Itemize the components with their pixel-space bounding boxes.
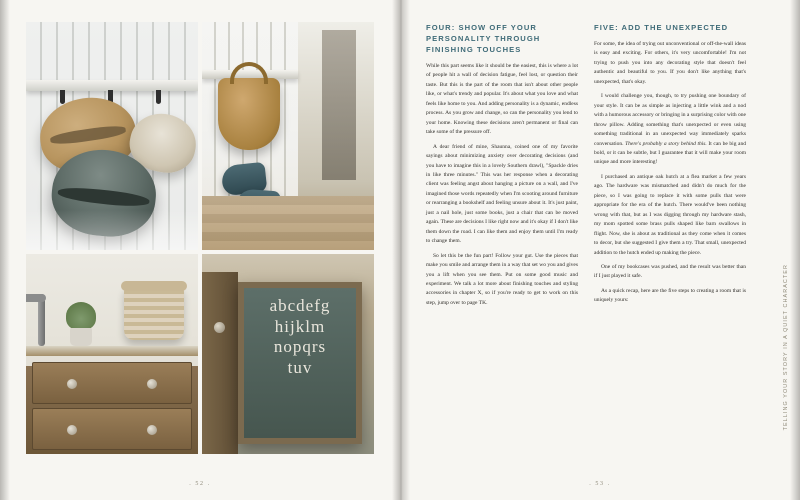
paragraph: For some, the idea of trying out unconventional or off-the-wall ideas is easy and exciting. For others, it's very uncomfortable! I'm not trying to push you into any decorating style that doesn't feel authentic and beautiful to you. If you don't like anything that's unexpected, that's okay.: [594, 41, 746, 85]
vintage-faucet: [38, 294, 45, 346]
dresser-top: [26, 346, 198, 356]
photo-dresser-with-basket-and-plant: [26, 254, 198, 454]
woven-bag: [218, 78, 280, 150]
wood-floor: [202, 196, 374, 250]
section-title-five: FIVE: ADD THE UNEXPECTED: [594, 23, 729, 32]
paragraph: I would challenge you, though, to try pushing one boundary of your style. It can be as simple as injecting a little wink and a nod with a humorous accessory or bringing in a surprising color with one throw pillow. Adding something that's unexpected or even using something traditional in an unexpected way immediately sparks conversation. There's probably a story behind this. It can be big and bold, or it can be subtle, but I guarantee that it will make your room unique and more interesting!: [594, 93, 747, 166]
drawer-knob-icon: [67, 379, 77, 389]
chalk-line: hijklm: [274, 316, 326, 336]
door-opening: [322, 30, 356, 180]
paragraph: As a quick recap, here are the five steps to creating a room that is uniquely yours:: [594, 287, 746, 304]
photo-hats-on-wall-hooks: [26, 22, 198, 250]
paragraph: So let this be the fun part! Follow your gut. Use the pieces that make you smile and arrange them in a way that set wo you and gives you a lift when you see them. Put on some good music and experiment. We talk a lot more about finishing touches and styling accessories in chapter X, so if you're ready to get to work on this step, jump over to page TK.: [426, 252, 578, 306]
paragraph: I purchased an antique oak hutch at a flea market a few years ago. The hardware was mismatched and didn't do much for the piece, so I was going to replace it with some pulls that were appropriate for the era of the hutch. There would've been nothing wrong with that, but as I was digging through my hardware stash, my mom spotted some brass pulls shaped like barn swallows in flight. Now, she is about as traditional as they come when it comes to decor, but she suggested I give them a try. That small, unexpected addition to the hutch ended up making the piece.: [594, 173, 746, 256]
right-page: [400, 0, 800, 500]
dresser-drawer: [32, 362, 192, 404]
paragraph: One of my bookcases was pushed, and the result was better than if I just played it safe.: [594, 263, 746, 280]
text-columns: [426, 22, 746, 313]
dresser-side-panel: [202, 272, 238, 454]
page-number-left: . 52 .: [189, 481, 211, 487]
woven-basket: [124, 286, 184, 340]
wall-hook-icon: [60, 90, 65, 104]
plant-pot: [70, 328, 92, 346]
paragraph: A dear friend of mine, Shaunna, coined one of my favorite sayings about minimizing anxiety over decorating decisions (and you have to imagine this in a lovely Southern drawl), "Spackle dries in like three minutes." This was her response when a decorating client was feeling angst about hanging a picture on a wall, and I've imagined those words repeatedly when I'm scooting around furniture or rearranging a bookshelf and feeling unsure about it. It's just paint, just a nail hole, just some books, just a chair that can be moved again. These are decisions I like right now and it's okay if I don't like them down the road. I can like them and enjoy them until I'm ready to change them.: [426, 143, 578, 245]
chalk-line: nopqrs: [273, 337, 327, 357]
chalkboard-alphabet-panel: [238, 282, 362, 444]
photo-alphabet-chalkboard-dresser: [202, 254, 374, 454]
drawer-knob-icon: [67, 425, 77, 435]
running-head-vertical: TELLING YOUR STORY IN A QUIET CHARACTER: [783, 263, 789, 430]
dresser-drawer: [32, 408, 192, 450]
paragraph: While this part seems like it should be the easiest, this is where a lot of people hit a wall of decision fatigue, feel lost, or question their taste. But this is the part of the room that isn't about other people like, or what's trendy and popular. It's about what you love and what feels like home to you. And adding personality is a dynamic, endless process. As you grow and change, so can the personality you lend to your home. Knowing these decisions aren't permanent or final can take some of the pressure off.: [426, 63, 578, 136]
drawer-knob-icon: [214, 322, 225, 333]
section-title-four: FOUR: SHOW OFF YOUR PERSONALITY THROUGH FINISHING TOUCHES: [426, 23, 541, 54]
drawer-knob-icon: [147, 425, 157, 435]
page-number-right: . 53 .: [589, 481, 611, 487]
potted-plant: [66, 302, 96, 330]
chalk-line: abcdefg: [269, 296, 331, 315]
photo-hallway-hooks-bag-shoes: [202, 22, 374, 250]
photo-grid: [26, 22, 374, 454]
photo-light-falloff: [26, 210, 198, 250]
wall-hook-icon: [156, 90, 161, 104]
chalk-line: tuv: [287, 358, 313, 378]
drawer-knob-icon: [147, 379, 157, 389]
column-five: [594, 22, 746, 313]
column-four: [426, 22, 578, 313]
